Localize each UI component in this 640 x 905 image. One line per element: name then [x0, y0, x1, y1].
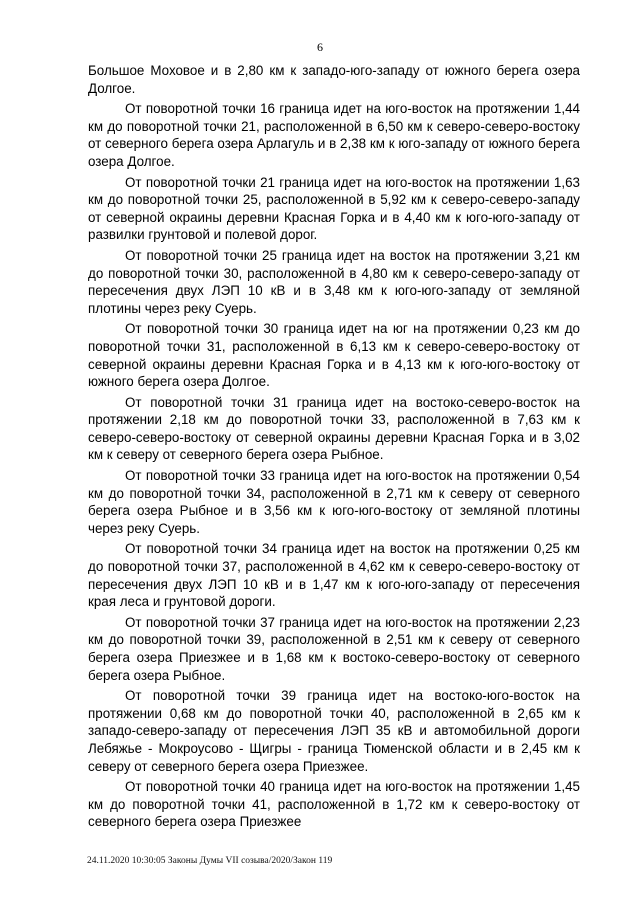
document-body: [88, 62, 580, 834]
paragraph: От поворотной точки 21 граница идет на юго-восток на протяжении 1,63 км до поворотной точки 25, расположенной в 5,92 км к северо-северо-западу от северной окраины деревни Красная Горка и в 4,40 км к юго-юго-западу от развилки грунтовой и полевой дорог.: [88, 174, 580, 243]
paragraph: От поворотной точки 34 граница идет на восток на протяжении 0,25 км до поворотной точки 37, расположенной в 4,62 км к северо-северо-востоку от пересечения двух ЛЭП 10 кВ и в 1,47 км к юго-юго-западу от пересечения края леса и грунтовой дороги.: [88, 541, 580, 610]
paragraph: От поворотной точки 31 граница идет на востоко-северо-восток на протяжении 2,18 км до поворотной точки 33, расположенной в 7,63 км к северо-северо-востоку от северной окраины деревни Красная Горка и в 3,02 км к северу от северного берега озера Рыбное.: [88, 394, 580, 463]
paragraph: От поворотной точки 37 граница идет на юго-восток на протяжении 2,23 км до поворотной точки 39, расположенной в 2,51 км к северу от северного берега озера Приезжее и в 1,68 км к востоко-северо-востоку от северного берега озера Рыбное.: [88, 614, 580, 683]
paragraph: От поворотной точки 33 граница идет на юго-восток на протяжении 0,54 км до поворотной точки 34, расположенной в 2,71 км к северу от северного берега озера Рыбное и в 3,56 км к юго-юго-востоку от земляной плотины через реку Суерь.: [88, 468, 580, 536]
paragraph: От поворотной точки 39 граница идет на востоко-юго-восток на протяжении 0,68 км до поворотной точки 40, расположенной в 2,65 км к западо-северо-западу от пересечения ЛЭП 35 кВ и автомобильной дороги Лебяжье - Мокроусово - Щигры - граница Тюменской области и в 2,45 км к северу от северного берега озера Приезжее.: [88, 688, 580, 774]
paragraph: От поворотной точки 40 граница идет на юго-восток на протяжении 1,45 км до поворотной точки 41, расположенной в 1,72 км к северо-востоку от северного берега озера Приезжее: [88, 779, 580, 830]
paragraph: От поворотной точки 30 граница идет на юг на протяжении 0,23 км до поворотной точки 31, расположенной в 6,13 км к северо-северо-востоку от северной окраины деревни Красная Горка и в 4,13 км к юго-юго-востоку от южного берега озера Долгое.: [88, 321, 580, 390]
paragraph: Большое Моховое и в 2,80 км к западо-юго-западу от южного берега озера Долгое.: [88, 63, 580, 96]
paragraph: От поворотной точки 25 граница идет на восток на протяжении 3,21 км до поворотной точки 30, расположенной в 4,80 км к северо-северо-западу от пересечения двух ЛЭП 10 кВ и в 3,48 км к юго-юго-западу от земляной плотины через реку Суерь.: [88, 247, 580, 316]
document-footer: 24.11.2020 10:30:05 Законы Думы VII созыва/2020/Закон 119: [87, 856, 333, 866]
page-number: 6: [317, 40, 323, 54]
paragraph: От поворотной точки 16 граница идет на юго-восток на протяжении 1,44 км до поворотной точки 21, расположенной в 6,50 км к северо-северо-востоку от северного берега озера Арлагуль и в 2,38 км к юго-западу от южного берега озера Долгое.: [88, 101, 580, 169]
